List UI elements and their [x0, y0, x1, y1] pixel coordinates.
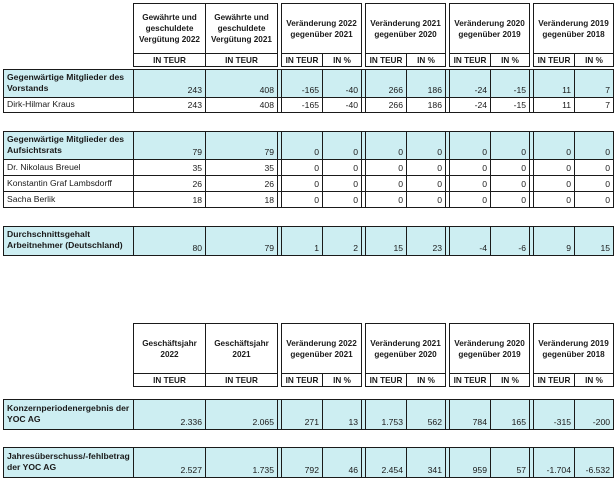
- cell-value: 2.454: [366, 448, 407, 478]
- row-label: Sacha Berlik: [4, 192, 134, 208]
- cell-value: -165: [282, 98, 323, 113]
- row-label: Dirk-Hilmar Kraus: [4, 98, 134, 113]
- cell-value: 1.735: [206, 448, 278, 478]
- unit-label: IN TEUR: [534, 374, 575, 387]
- header-change-2021: Veränderung 2021 gegenüber 2020: [366, 324, 446, 374]
- header-change-2020: Veränderung 2020 gegenüber 2019: [450, 4, 530, 54]
- cell-value: -15: [491, 70, 530, 98]
- header-col2: Geschäftsjahr 2021: [206, 324, 278, 374]
- unit-label: IN TEUR: [134, 374, 206, 387]
- header-change-2019: Veränderung 2019 gegenüber 2018: [534, 4, 614, 54]
- row-label: Konzernperiodenergebnis der YOC AG: [4, 400, 134, 430]
- header-change-2022: Veränderung 2022 gegenüber 2021: [282, 324, 362, 374]
- unit-label: IN TEUR: [450, 54, 491, 67]
- unit-label: IN %: [575, 374, 614, 387]
- unit-label: IN %: [407, 54, 446, 67]
- unit-label: IN %: [323, 374, 362, 387]
- cell-value: 792: [282, 448, 323, 478]
- cell-value: 0: [491, 132, 530, 160]
- header-change-2021: Veränderung 2021 gegenüber 2020: [366, 4, 446, 54]
- cell-value: 0: [491, 176, 530, 192]
- cell-value: 0: [323, 176, 362, 192]
- cell-value: 26: [206, 176, 278, 192]
- cell-value: -1.704: [534, 448, 575, 478]
- cell-value: 186: [407, 70, 446, 98]
- unit-label: IN %: [323, 54, 362, 67]
- unit-label: IN TEUR: [534, 54, 575, 67]
- cell-value: -40: [323, 70, 362, 98]
- cell-value: -40: [323, 98, 362, 113]
- cell-value: 79: [206, 132, 278, 160]
- unit-label: IN TEUR: [366, 54, 407, 67]
- cell-value: 165: [491, 400, 530, 430]
- row-label: Gegenwärtige Mitglieder des Aufsichtsrats: [4, 132, 134, 160]
- cell-value: 15: [366, 227, 407, 256]
- table-row: [4, 400, 614, 430]
- cell-value: -165: [282, 70, 323, 98]
- unit-label: IN TEUR: [450, 374, 491, 387]
- unit-label: IN TEUR: [134, 54, 206, 67]
- cell-value: 1.753: [366, 400, 407, 430]
- unit-label: IN %: [491, 54, 530, 67]
- cell-value: -200: [575, 400, 614, 430]
- cell-value: 0: [366, 192, 407, 208]
- cell-value: 186: [407, 98, 446, 113]
- row-label: Durchschnittsgehalt Arbeitnehmer (Deutschland): [4, 227, 134, 256]
- cell-value: 0: [575, 160, 614, 176]
- cell-value: 0: [534, 192, 575, 208]
- cell-value: 266: [366, 70, 407, 98]
- row-label: Dr. Nikolaus Breuel: [4, 160, 134, 176]
- cell-value: 35: [134, 160, 206, 176]
- cell-value: -24: [450, 70, 491, 98]
- cell-value: 7: [575, 70, 614, 98]
- cell-value: -24: [450, 98, 491, 113]
- cell-value: 408: [206, 98, 278, 113]
- row-label: Jahresüberschuss/-fehlbetrag der YOC AG: [4, 448, 134, 478]
- cell-value: 23: [407, 227, 446, 256]
- cell-value: -15: [491, 98, 530, 113]
- unit-label: IN %: [575, 54, 614, 67]
- cell-value: 26: [134, 176, 206, 192]
- cell-value: 0: [323, 160, 362, 176]
- cell-value: 0: [450, 160, 491, 176]
- unit-label: IN TEUR: [206, 374, 278, 387]
- unit-label: IN TEUR: [282, 54, 323, 67]
- cell-value: 18: [206, 192, 278, 208]
- table-row: [4, 98, 614, 113]
- cell-value: 2.336: [134, 400, 206, 430]
- cell-value: 0: [282, 192, 323, 208]
- cell-value: 13: [323, 400, 362, 430]
- cell-value: 0: [575, 176, 614, 192]
- cell-value: 562: [407, 400, 446, 430]
- cell-value: 0: [407, 192, 446, 208]
- cell-value: 1: [282, 227, 323, 256]
- unit-label: IN TEUR: [366, 374, 407, 387]
- cell-value: 18: [134, 192, 206, 208]
- table-row: [4, 448, 614, 478]
- header-col1: Geschäftsjahr 2022: [134, 324, 206, 374]
- cell-value: 0: [282, 176, 323, 192]
- unit-label: IN TEUR: [206, 54, 278, 67]
- cell-value: 0: [366, 176, 407, 192]
- cell-value: 0: [323, 132, 362, 160]
- earnings-comparison-table: [3, 323, 614, 478]
- cell-value: 341: [407, 448, 446, 478]
- cell-value: 9: [534, 227, 575, 256]
- cell-value: 0: [450, 132, 491, 160]
- cell-value: 0: [450, 176, 491, 192]
- row-label: Gegenwärtige Mitglieder des Vorstands: [4, 70, 134, 98]
- cell-value: 0: [407, 132, 446, 160]
- row-label: Konstantin Graf Lambsdorff: [4, 176, 134, 192]
- unit-label: IN %: [407, 374, 446, 387]
- cell-value: 243: [134, 70, 206, 98]
- table-row: [4, 132, 614, 160]
- cell-value: 0: [534, 160, 575, 176]
- cell-value: -6: [491, 227, 530, 256]
- cell-value: 0: [282, 160, 323, 176]
- cell-value: 0: [282, 132, 323, 160]
- cell-value: 271: [282, 400, 323, 430]
- cell-value: 243: [134, 98, 206, 113]
- unit-label: IN %: [491, 374, 530, 387]
- unit-label: IN TEUR: [282, 374, 323, 387]
- table-row: [4, 192, 614, 208]
- remuneration-comparison-table: [3, 3, 614, 256]
- cell-value: 15: [575, 227, 614, 256]
- table-row: [4, 176, 614, 192]
- cell-value: 2.065: [206, 400, 278, 430]
- cell-value: 2.527: [134, 448, 206, 478]
- cell-value: 0: [534, 176, 575, 192]
- cell-value: 79: [134, 132, 206, 160]
- cell-value: 35: [206, 160, 278, 176]
- table-row: [4, 160, 614, 176]
- header-change-2019: Veränderung 2019 gegenüber 2018: [534, 324, 614, 374]
- header-col1: Gewährte und geschuldete Vergütung 2022: [134, 4, 206, 54]
- unit-header-row: [4, 374, 614, 387]
- cell-value: 0: [366, 160, 407, 176]
- cell-value: 0: [534, 132, 575, 160]
- header-change-2020: Veränderung 2020 gegenüber 2019: [450, 324, 530, 374]
- cell-value: -315: [534, 400, 575, 430]
- cell-value: -6.532: [575, 448, 614, 478]
- cell-value: 11: [534, 70, 575, 98]
- cell-value: 0: [491, 160, 530, 176]
- cell-value: 7: [575, 98, 614, 113]
- cell-value: 57: [491, 448, 530, 478]
- cell-value: 11: [534, 98, 575, 113]
- cell-value: 0: [407, 176, 446, 192]
- cell-value: 0: [366, 132, 407, 160]
- header-change-2022: Veränderung 2022 gegenüber 2021: [282, 4, 362, 54]
- cell-value: 0: [450, 192, 491, 208]
- cell-value: 0: [407, 160, 446, 176]
- cell-value: 408: [206, 70, 278, 98]
- table-row: [4, 70, 614, 98]
- cell-value: 79: [206, 227, 278, 256]
- cell-value: 0: [575, 192, 614, 208]
- cell-value: 784: [450, 400, 491, 430]
- cell-value: 80: [134, 227, 206, 256]
- table-row: [4, 227, 614, 256]
- cell-value: 959: [450, 448, 491, 478]
- cell-value: 0: [575, 132, 614, 160]
- cell-value: -4: [450, 227, 491, 256]
- header-col2: Gewährte und geschuldete Vergütung 2021: [206, 4, 278, 54]
- cell-value: 46: [323, 448, 362, 478]
- cell-value: 0: [491, 192, 530, 208]
- cell-value: 266: [366, 98, 407, 113]
- cell-value: 2: [323, 227, 362, 256]
- table-header-row: [4, 324, 614, 374]
- unit-header-row: [4, 54, 614, 67]
- table-header-row: [4, 4, 614, 54]
- cell-value: 0: [323, 192, 362, 208]
